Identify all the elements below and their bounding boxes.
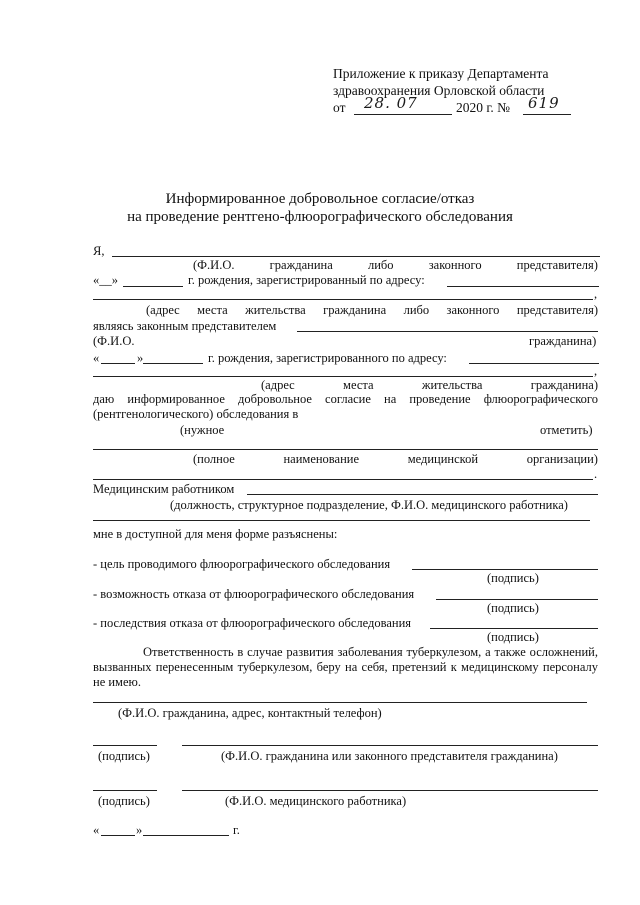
header-from-label: от — [333, 100, 346, 115]
address2-comma: , — [594, 364, 598, 378]
header-year-label: 2020 г. № — [456, 100, 511, 115]
needed-right: отметить) — [540, 423, 593, 437]
header-line-2: здравоохранения Орловской области — [333, 83, 545, 98]
birth2-year-field[interactable] — [143, 363, 203, 364]
birth2-day-field[interactable] — [101, 363, 135, 364]
citizen-signature-caption: (подпись) — [98, 749, 150, 763]
header-line-1: Приложение к приказу Департамента — [333, 66, 549, 81]
birth2-quote-open: « — [93, 351, 100, 365]
fio-field[interactable] — [112, 256, 600, 257]
birth-text: г. рождения, зарегистрированный по адресу: — [188, 273, 425, 287]
citizen-info-caption: (Ф.И.О. гражданина, адрес, контактный телефон) — [118, 706, 382, 720]
final-date-month-field[interactable] — [143, 835, 229, 836]
i-label: Я, — [93, 244, 105, 258]
address2-field-2[interactable] — [93, 376, 593, 377]
signature-field-consequences[interactable] — [430, 628, 598, 629]
organization-field-1[interactable] — [93, 449, 598, 450]
representative-fio-left: (Ф.И.О. — [93, 334, 135, 348]
med-worker-field-2[interactable] — [93, 520, 590, 521]
fio-caption: (Ф.И.О. гражданина либо законного представителя) — [193, 258, 598, 272]
med-worker-label: Медицинским работником — [93, 482, 235, 496]
organization-period: . — [594, 467, 598, 481]
address2-field-1[interactable] — [469, 363, 599, 364]
signature-caption-3: (подпись) — [487, 630, 539, 644]
representative-label: являясь законным представителем — [93, 319, 277, 333]
final-date-quote-open: « — [93, 823, 100, 837]
document-title-line-1: Информированное добровольное согласие/отказ — [165, 191, 475, 207]
birth-date-line: «__» — [93, 273, 118, 287]
birth2-quote-close: » — [137, 351, 144, 365]
birth2-text: г. рождения, зарегистрированного по адресу: — [208, 351, 447, 365]
signature-field-refusal[interactable] — [436, 599, 598, 600]
address-caption: (адрес места жительства гражданина либо законного представителя) — [146, 303, 598, 317]
item-refusal-possibility: - возможность отказа от флюорографического обследования — [93, 587, 415, 601]
citizen-signature-field[interactable] — [93, 745, 157, 746]
signature-field-purpose[interactable] — [412, 569, 598, 570]
worker-signature-caption: (подпись) — [98, 794, 150, 808]
address2-caption: (адрес места жительства гражданина) — [261, 378, 598, 392]
worker-name-field[interactable] — [182, 790, 598, 791]
needed-left: (нужное — [180, 423, 225, 437]
signature-caption-1: (подпись) — [487, 571, 539, 585]
birth-year-field[interactable] — [123, 286, 183, 287]
med-worker-field[interactable] — [247, 494, 598, 495]
final-date-day-field[interactable] — [101, 835, 135, 836]
address-field-1[interactable] — [447, 286, 599, 287]
signature-caption-2: (подпись) — [487, 601, 539, 615]
representative-field[interactable] — [297, 331, 598, 332]
citizen-name-caption: (Ф.И.О. гражданина или законного представителя гражданина) — [221, 749, 558, 763]
header-date-handwritten: 28. 07 — [364, 94, 418, 112]
organization-caption: (полное наименование медицинской организации) — [193, 452, 598, 466]
citizen-info-field[interactable] — [93, 702, 587, 703]
address-field-2[interactable] — [93, 299, 593, 300]
item-purpose: - цель проводимого флюорографического обследования — [93, 557, 391, 571]
worker-name-caption: (Ф.И.О. медицинского работника) — [225, 794, 407, 808]
address-comma: , — [594, 287, 598, 301]
header-number-line — [523, 114, 571, 115]
med-worker-caption: (должность, структурное подразделение, Ф.И.О. медицинского работника) — [170, 498, 568, 512]
explained-text: мне в доступной для меня форме разъяснены: — [93, 527, 338, 541]
consent-paragraph: даю информированное добровольное согласие на проведение флюорографического (рентгенологического) обследования в — [93, 392, 598, 421]
final-date-year: г. — [233, 823, 240, 837]
item-refusal-consequences: - последствия отказа от флюорографического обследования — [93, 616, 412, 630]
organization-field-2[interactable] — [93, 479, 593, 480]
document-title-line-2: на проведение рентгено-флюорографического обследования — [127, 209, 513, 225]
final-date-quote-close: » — [136, 823, 143, 837]
header-date-line — [354, 114, 452, 115]
citizen-name-field[interactable] — [182, 745, 598, 746]
header-number-handwritten: 619 — [528, 94, 560, 112]
worker-signature-field[interactable] — [93, 790, 157, 791]
responsibility-paragraph: Ответственность в случае развития заболевания туберкулезом, а также осложнений, вызванных перенесенным туберкулезом, беру на себя, претензий к медицинскому персоналу не имею. — [93, 645, 598, 689]
representative-fio-right: гражданина) — [529, 334, 597, 348]
